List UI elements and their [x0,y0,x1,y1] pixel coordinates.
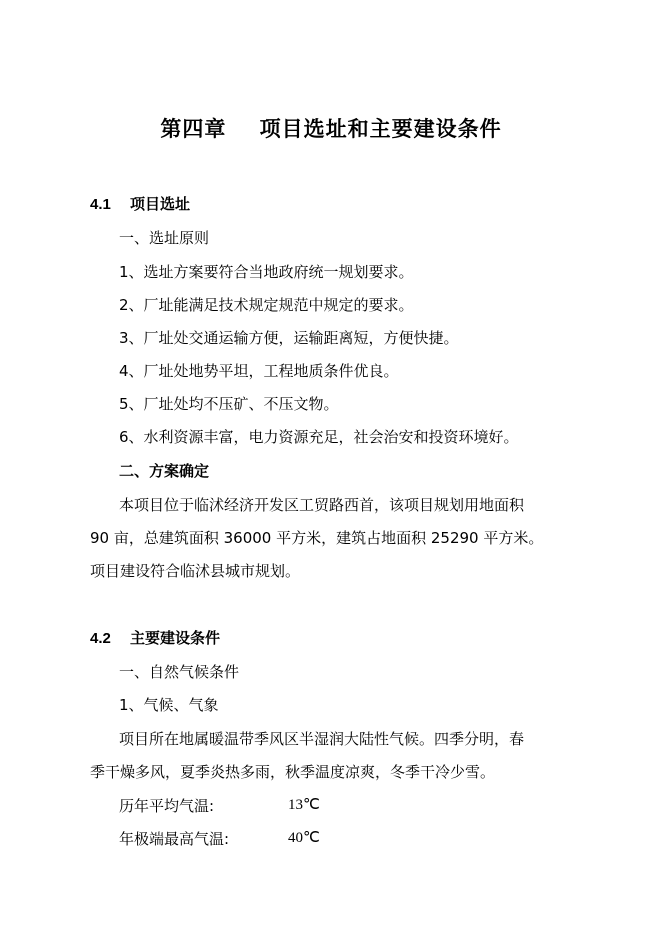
climate-stat-label: 历年平均气温: [119,797,215,815]
section-title: 项目选址 [130,195,191,213]
plan-paragraph-line: 90 亩，总建筑面积 36000 平方米，建筑占地面积 25290 平方米。 [90,529,544,547]
subsection-heading-plan: 二、方案确定 [119,462,210,480]
climate-stat-label: 年极端最高气温: [119,830,230,848]
climate-stat-value: 13℃ [288,797,320,813]
principle-item: 6、水利资源丰富，电力资源充足，社会治安和投资环境好。 [119,428,519,446]
section-heading-4-1 [90,193,190,214]
climate-paragraph-line: 项目所在地属暖温带季风区半湿润大陆性气候。四季分明，春 [119,730,525,748]
climate-stat-value: 40℃ [288,830,320,846]
principle-item: 3、厂址处交通运输方便，运输距离短，方便快捷。 [119,329,459,347]
section-heading-4-2 [90,627,220,648]
principle-item: 2、厂址能满足技术规定规范中规定的要求。 [119,296,414,314]
principle-item: 4、厂址处地势平坦，工程地质条件优良。 [119,362,399,380]
subsection-heading-site-principles: 一、选址原则 [119,229,210,247]
climate-item-heading: 1、气候、气象 [119,696,219,714]
plan-paragraph-line: 项目建设符合临沭县城市规划。 [90,562,301,580]
section-number: 4.2 [90,630,111,647]
principle-item: 1、选址方案要符合当地政府统一规划要求。 [119,263,414,281]
principle-item: 5、厂址处均不压矿、不压文物。 [119,395,339,413]
subsection-heading-climate: 一、自然气候条件 [119,663,240,681]
plan-paragraph-line: 本项目位于临沭经济开发区工贸路西首，该项目规划用地面积 [119,496,525,514]
section-title: 主要建设条件 [130,629,221,647]
section-number: 4.1 [90,196,111,213]
climate-paragraph-line: 季干燥多风，夏季炎热多雨，秋季温度凉爽，冬季干冷少雪。 [90,763,496,781]
chapter-title: 第四章 项目选址和主要建设条件 [160,117,502,141]
